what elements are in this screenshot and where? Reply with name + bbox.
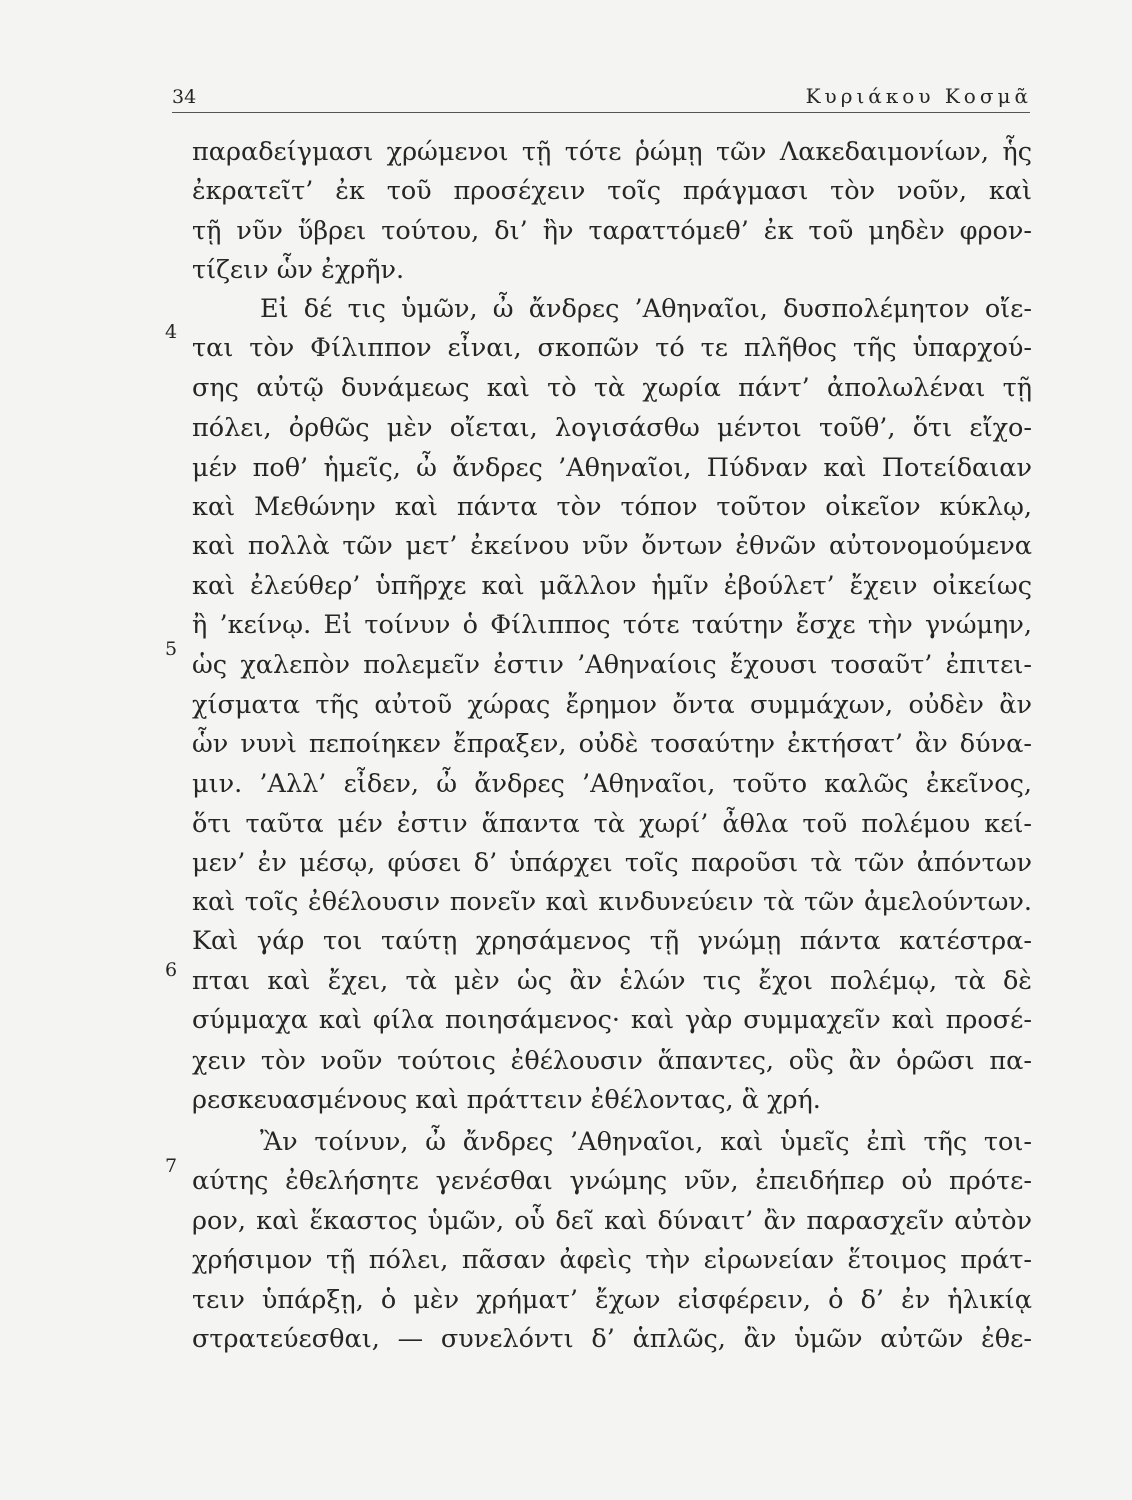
- text-line: πόλει, ὀρθῶς μὲν οἴεται, λογισάσθω μέντοι τοῦθ’, ὅτι εἴχο-: [192, 413, 1032, 443]
- text-line: πται καὶ ἔχει, τὰ μὲν ὡς ἂν ἑλών τις ἔχοι πολέμῳ, τὰ δὲ: [192, 966, 1032, 996]
- text-line: Καὶ γάρ τοι ταύτῃ χρησάμενος τῇ γνώμῃ πάντα κατέστρα-: [192, 926, 1032, 956]
- text-line: χρήσιμον τῇ πόλει, πᾶσαν ἀφεὶς τὴν εἰρωνείαν ἕτοιμος πράτ-: [192, 1245, 1032, 1275]
- text-line: σης αὐτῷ δυνάμεως καὶ τὸ τὰ χωρία πάντ’ ἀπολωλέναι τῇ: [192, 373, 1032, 403]
- text-line: ἐκρατεῖτ’ ἐκ τοῦ προσέχειν τοῖς πράγμασι τὸν νοῦν, καὶ: [192, 176, 1032, 206]
- text-line: ρον, καὶ ἕκαστος ὑμῶν, οὗ δεῖ καὶ δύναιτ’ ἂν παρασχεῖν αὐτὸν: [192, 1206, 1032, 1236]
- text-line: ται τὸν Φίλιππον εἶναι, σκοπῶν τό τε πλῆθος τῆς ὑπαρχού-: [192, 333, 1032, 363]
- text-line: αύτης ἐθελήσητε γενέσθαι γνώμης νῦν, ἐπειδήπερ οὐ πρότε-: [192, 1166, 1032, 1196]
- text-line: ὅτι ταῦτα μέν ἐστιν ἅπαντα τὰ χωρί’ ἆθλα τοῦ πολέμου κεί-: [192, 809, 1032, 839]
- text-line: καὶ ἐλεύθερ’ ὑπῆρχε καὶ μᾶλλον ἡμῖν ἐβούλετ’ ἔχειν οἰκείως: [192, 571, 1032, 601]
- page-header: [172, 82, 1032, 112]
- text-line: ὧν νυνὶ πεποίηκεν ἔπραξεν, οὐδὲ τοσαύτην ἐκτήσατ’ ἂν δύνα-: [192, 729, 1032, 759]
- running-head: Κυριάκου Κοσμᾶ: [805, 84, 1032, 108]
- text-line: καὶ πολλὰ τῶν μετ’ ἐκείνου νῦν ὄντων ἐθνῶν αὐτονομούμενα: [192, 531, 1032, 561]
- text-line: Εἰ δέ τις ὑμῶν, ὦ ἄνδρες ’Αθηναῖοι, δυσπολέμητον οἴε-: [260, 294, 1032, 324]
- text-line: σύμμαχα καὶ φίλα ποιησάμενος· καὶ γὰρ συμμαχεῖν καὶ προσέ-: [192, 1005, 1032, 1035]
- text-line: μέν ποθ’ ἡμεῖς, ὦ ἄνδρες ’Αθηναῖοι, Πύδναν καὶ Ποτείδαιαν: [192, 453, 1032, 483]
- text-line: στρατεύεσθαι, — συνελόντι δ’ ἁπλῶς, ἂν ὑμῶν αὐτῶν ἐθε-: [192, 1324, 1032, 1354]
- text-line: μεν’ ἐν μέσῳ, φύσει δ’ ὑπάρχει τοῖς παροῦσι τὰ τῶν ἀπόντων: [192, 848, 1032, 878]
- text-line: χίσματα τῆς αὐτοῦ χώρας ἔρημον ὄντα συμμάχων, οὐδὲν ἂν: [192, 690, 1032, 720]
- header-rule: [172, 112, 1030, 113]
- text-line: ρεσκευασμένους καὶ πράττειν ἐθέλοντας, ἃ χρή.: [192, 1085, 821, 1115]
- page-number: 34: [172, 86, 197, 108]
- text-line: ὡς χαλεπὸν πολεμεῖν ἐστιν ’Αθηναίοις ἔχουσι τοσαῦτ’ ἐπιτει-: [192, 650, 1032, 680]
- section-number: 6: [165, 959, 178, 981]
- section-number: 4: [165, 321, 178, 343]
- section-number: 7: [165, 1155, 178, 1177]
- text-line: τῇ νῦν ὕβρει τούτου, δι’ ἣν ταραττόμεθ’ ἐκ τοῦ μηδὲν φρον-: [192, 216, 1032, 246]
- text-line: μιν. ’Αλλ’ εἶδεν, ὦ ἄνδρες ’Αθηναῖοι, τοῦτο καλῶς ἐκεῖνος,: [192, 769, 1032, 799]
- text-line: παραδείγμασι χρώμενοι τῇ τότε ῥώμῃ τῶν Λακεδαιμονίων, ἧς: [192, 137, 1032, 167]
- section-number: 5: [165, 638, 178, 660]
- text-line: τίζειν ὧν ἐχρῆν.: [192, 255, 405, 285]
- text-line: καὶ Μεθώνην καὶ πάντα τὸν τόπον τοῦτον οἰκεῖον κύκλῳ,: [192, 492, 1032, 522]
- text-line: καὶ τοῖς ἐθέλουσιν πονεῖν καὶ κινδυνεύειν τὰ τῶν ἀμελούντων.: [192, 887, 1032, 917]
- text-line: Ἂν τοίνυν, ὦ ἄνδρες ’Αθηναῖοι, καὶ ὑμεῖς ἐπὶ τῆς τοι-: [260, 1127, 1032, 1157]
- text-line: τειν ὑπάρξῃ, ὁ μὲν χρήματ’ ἔχων εἰσφέρειν, ὁ δ’ ἐν ἡλικίᾳ: [192, 1285, 1032, 1315]
- text-line: ἢ ’κείνῳ. Εἰ τοίνυν ὁ Φίλιππος τότε ταύτην ἔσχε τὴν γνώμην,: [192, 610, 1032, 640]
- text-line: χειν τὸν νοῦν τούτοις ἐθέλουσιν ἅπαντες, οὓς ἂν ὁρῶσι πα-: [192, 1046, 1032, 1076]
